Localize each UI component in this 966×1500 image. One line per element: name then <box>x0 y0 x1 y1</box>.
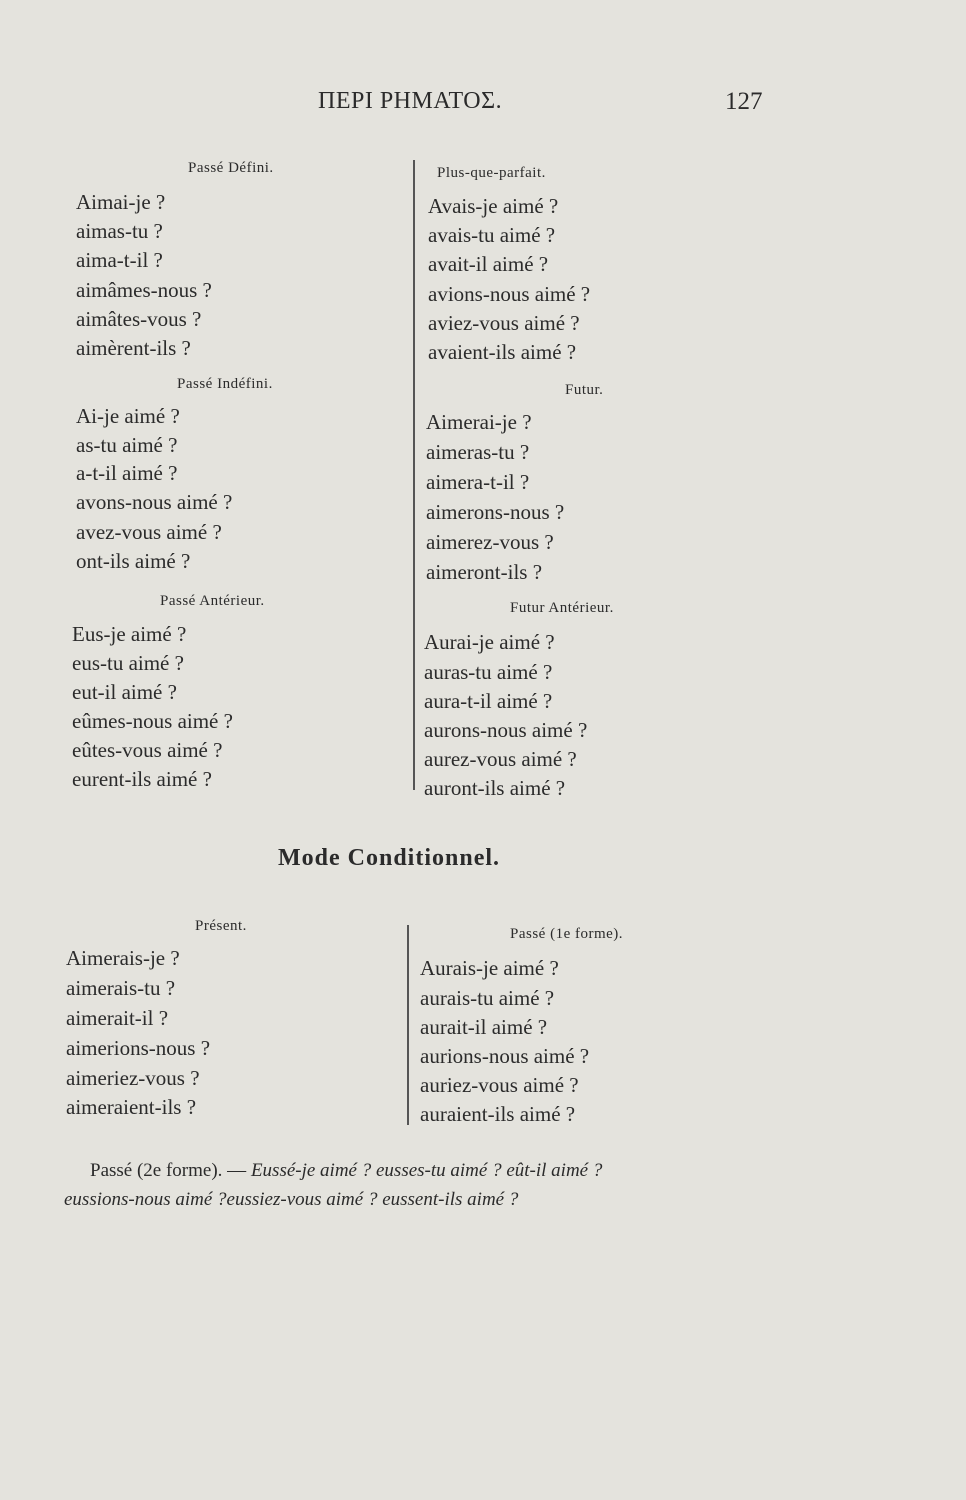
heading-plus-que-parfait: Plus-que-parfait. <box>437 165 546 181</box>
conjugation-line: aviez-vous aimé ? <box>428 311 580 335</box>
conjugation-line: avions-nous aimé ? <box>428 282 591 306</box>
conjugation-line: avons-nous aimé ? <box>76 490 233 514</box>
conjugation-line: ont-ils aimé ? <box>76 549 191 573</box>
conjugation-line: aurais-tu aimé ? <box>420 986 555 1010</box>
conjugation-line: Avais-je aimé ? <box>428 194 559 218</box>
passe-2e-forme-forms-1: Eussé-je aimé ? eusses-tu aimé ? eût-il aimé ? <box>250 1160 603 1181</box>
conjugation-line: auront-ils aimé ? <box>424 776 566 800</box>
conjugation-line: aimerions-nous ? <box>66 1036 211 1060</box>
passe-2e-forme-line-2 <box>64 1189 518 1211</box>
heading-passe-defini: Passé Défini. <box>188 160 274 176</box>
conjugation-line: eut-il aimé ? <box>72 680 177 704</box>
conjugation-line: eûtes-vous aimé ? <box>72 738 223 762</box>
conjugation-line: avais-tu aimé ? <box>428 223 556 247</box>
page-title: ΠΕΡΙ ΡΗΜΑΤΟΣ. <box>318 88 503 114</box>
conjugation-line: auraient-ils aimé ? <box>420 1102 576 1126</box>
conjugation-line: auriez-vous aimé ? <box>420 1073 579 1097</box>
conjugation-line: aura-t-il aimé ? <box>424 689 553 713</box>
conjugation-line: eus-tu aimé ? <box>72 651 184 675</box>
column-divider <box>413 160 415 790</box>
conjugation-line: aimèrent-ils ? <box>76 336 191 360</box>
heading-futur-anterieur: Futur Antérieur. <box>510 600 614 616</box>
conjugation-line: aimeras-tu ? <box>426 440 530 464</box>
conjugation-line: Aimerais-je ? <box>66 946 180 970</box>
conjugation-line: aurons-nous aimé ? <box>424 718 588 742</box>
conjugation-line: aurions-nous aimé ? <box>420 1044 590 1068</box>
conjugation-line: aima-t-il ? <box>76 248 163 272</box>
conjugation-line: Eus-je aimé ? <box>72 622 187 646</box>
conjugation-line: Aimai-je ? <box>76 190 166 214</box>
conjugation-line: Aurais-je aimé ? <box>420 956 559 980</box>
page-number: 127 <box>725 88 763 115</box>
conjugation-line: auras-tu aimé ? <box>424 660 553 684</box>
conjugation-line: aimerons-nous ? <box>426 500 565 524</box>
conjugation-line: avaient-ils aimé ? <box>428 340 577 364</box>
conjugation-line: aimas-tu ? <box>76 219 163 243</box>
passe-2e-forme-line-1 <box>90 1160 602 1182</box>
conjugation-line: aimerez-vous ? <box>426 530 554 554</box>
conjugation-line: aimeront-ils ? <box>426 560 543 584</box>
conjugation-line: aimâmes-nous ? <box>76 278 212 302</box>
conjugation-line: as-tu aimé ? <box>76 433 178 457</box>
conjugation-line: aimeriez-vous ? <box>66 1066 200 1090</box>
section-title-mode-conditionnel: Mode Conditionnel. <box>278 845 501 871</box>
passe-2e-forme-label: Passé (2e forme). — <box>90 1160 247 1181</box>
conjugation-line: aurez-vous aimé ? <box>424 747 577 771</box>
conjugation-line: Aimerai-je ? <box>426 410 532 434</box>
conjugation-line: Ai-je aimé ? <box>76 404 180 428</box>
conjugation-line: eûmes-nous aimé ? <box>72 709 233 733</box>
heading-futur: Futur. <box>565 382 604 398</box>
heading-present: Présent. <box>195 918 247 934</box>
passe-2e-forme-forms-2: eussions-nous aimé ?eussiez-vous aimé ? eussent-ils aimé ? <box>64 1189 519 1210</box>
heading-passe-1e-forme: Passé (1e forme). <box>510 926 624 942</box>
conjugation-line: aimera-t-il ? <box>426 470 530 494</box>
conjugation-line: avait-il aimé ? <box>428 252 549 276</box>
conjugation-line: eurent-ils aimé ? <box>72 767 212 791</box>
conjugation-line: aurait-il aimé ? <box>420 1015 548 1039</box>
conjugation-line: a-t-il aimé ? <box>76 461 178 485</box>
conjugation-line: aimeraient-ils ? <box>66 1095 197 1119</box>
conjugation-line: aimâtes-vous ? <box>76 307 202 331</box>
conjugation-line: aimerais-tu ? <box>66 976 176 1000</box>
conjugation-line: Aurai-je aimé ? <box>424 630 555 654</box>
conjugation-line: aimerait-il ? <box>66 1006 169 1030</box>
heading-passe-indefini: Passé Indéfini. <box>177 376 273 392</box>
column-divider <box>407 925 409 1125</box>
heading-passe-anterieur: Passé Antérieur. <box>160 593 265 609</box>
conjugation-line: avez-vous aimé ? <box>76 520 222 544</box>
